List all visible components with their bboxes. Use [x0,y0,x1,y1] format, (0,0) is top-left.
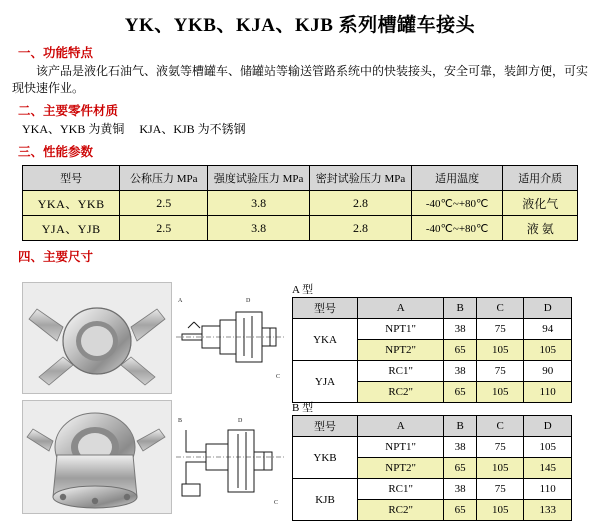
dim-a-cell: 75 [476,319,524,340]
dim-b-cell: 75 [476,437,524,458]
spec-cell: 液 氨 [503,216,578,241]
table-header-row [293,416,572,437]
table-row [23,216,578,241]
dim-a-cell: 65 [444,340,477,361]
dim-b-cell: 105 [476,500,524,521]
svg-text:C: C [274,500,279,506]
spec-cell: 3.8 [208,216,310,241]
section-1-body: 该产品是液化石油气、液氨等槽罐车、储罐站等输送管路系统中的快装接头，安全可靠，装卸方便，可实现快速作业。 [12,64,589,95]
table-header-row [293,298,572,319]
svg-text:D: D [238,418,243,424]
dim-a-cell: 90 [524,361,572,382]
dimension-table-a-wrap [292,297,572,403]
dim-a-cell: NPT1" [358,319,444,340]
dim-a-model: YJA [293,361,358,403]
dim-b-cell: 65 [444,458,477,479]
dim-a-header-d: D [524,298,572,319]
figure-label-b: B 型 [292,402,314,414]
table-row [293,319,572,340]
spec-cell: 液化气 [503,191,578,216]
spec-header-nominal-pressure: 公称压力 MPa [120,166,208,191]
spec-cell: YJA、YJB [23,216,120,241]
spec-cell: -40℃~+80℃ [411,216,502,241]
document-page [0,10,600,526]
dimension-table-b [292,415,572,521]
dim-a-cell: 75 [476,361,524,382]
photo-coupling-a [22,282,172,394]
dim-a-cell: 105 [476,340,524,361]
dim-b-cell: 38 [444,437,477,458]
performance-table [22,165,578,241]
dim-a-cell: 65 [444,382,477,403]
dim-b-cell: 105 [524,437,572,458]
drawing-coupling-a [176,282,286,392]
dim-a-cell: 105 [476,382,524,403]
dimension-table-a [292,297,572,403]
dim-b-model: KJB [293,479,358,521]
dim-b-cell: RC2" [358,500,444,521]
table-row [23,191,578,216]
table-header-row [23,166,578,191]
dim-a-header-b: B [444,298,477,319]
section-2-heading: 二、主要零件材质 [18,104,119,118]
spec-cell: 3.8 [208,191,310,216]
dim-a-cell: 94 [524,319,572,340]
dimension-table-b-wrap [292,415,572,521]
dim-b-cell: 133 [524,500,572,521]
dim-b-header-b: B [444,416,477,437]
spec-cell: 2.5 [120,216,208,241]
dim-b-header-c: C [476,416,524,437]
svg-text:B: B [178,418,183,424]
dim-b-cell: RC1" [358,479,444,500]
spec-cell: -40℃~+80℃ [411,191,502,216]
section-3-heading: 三、性能参数 [18,145,94,159]
drawing-coupling-b [176,400,286,512]
dim-a-model: YKA [293,319,358,361]
dim-a-header-a: A [358,298,444,319]
dim-a-cell: 110 [524,382,572,403]
dim-b-cell: 38 [444,479,477,500]
figure-label-a: A 型 [292,284,314,296]
svg-text:D: D [246,298,251,304]
dim-b-header-d: D [524,416,572,437]
section-2-body: YKA、YKB 为黄铜 KJA、KJB 为不锈钢 [22,122,246,136]
dim-a-cell: 38 [444,319,477,340]
dim-a-cell: NPT2" [358,340,444,361]
spec-header-strength-pressure: 强度试验压力 MPa [208,166,310,191]
spec-cell: 2.8 [310,216,412,241]
dim-b-header-model: 型号 [293,416,358,437]
dim-b-cell: NPT1" [358,437,444,458]
dim-a-cell: 38 [444,361,477,382]
dim-b-cell: NPT2" [358,458,444,479]
dim-b-model: YKB [293,437,358,479]
spec-header-medium: 适用介质 [503,166,578,191]
spec-header-model: 型号 [23,166,120,191]
dim-a-cell: RC1" [358,361,444,382]
table-row [293,361,572,382]
section-1-heading: 一、功能特点 [18,46,94,60]
spec-header-seal-pressure: 密封试验压力 MPa [310,166,412,191]
table-row [293,437,572,458]
dim-b-cell: 145 [524,458,572,479]
svg-text:A: A [178,298,183,304]
dim-a-header-model: 型号 [293,298,358,319]
svg-text:C: C [276,374,281,380]
dim-b-header-a: A [358,416,444,437]
spec-cell: 2.8 [310,191,412,216]
dim-a-cell: RC2" [358,382,444,403]
dim-b-cell: 65 [444,500,477,521]
dim-a-header-c: C [476,298,524,319]
dim-a-cell: 105 [524,340,572,361]
dim-b-cell: 110 [524,479,572,500]
photo-coupling-b [22,400,172,514]
dim-b-cell: 75 [476,479,524,500]
dim-b-cell: 105 [476,458,524,479]
spec-cell: YKA、YKB [23,191,120,216]
spec-cell: 2.5 [120,191,208,216]
table-row [293,479,572,500]
page-title: YK、YKB、KJA、KJB 系列槽罐车接头 [124,15,476,36]
section-4-heading: 四、主要尺寸 [18,250,94,264]
spec-header-temperature: 适用温度 [411,166,502,191]
